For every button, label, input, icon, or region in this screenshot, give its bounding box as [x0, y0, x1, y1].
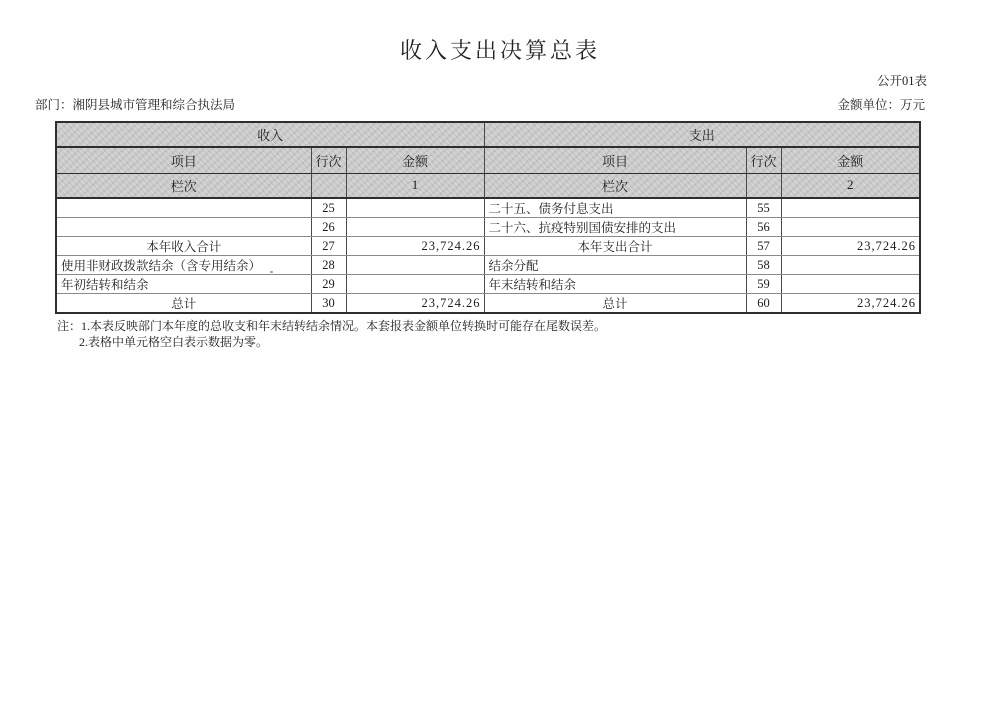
expense-item-cell: 结余分配	[484, 256, 746, 275]
expense-line-cell: 60	[746, 294, 781, 314]
scan-artifact-speck	[270, 271, 273, 273]
meta-row	[0, 95, 1000, 113]
scanned-document-page	[0, 34, 1000, 707]
lane-label-expense: 栏次	[484, 173, 746, 198]
footnotes	[57, 318, 1000, 350]
lane-blank-expense	[746, 173, 781, 198]
footnote-line-2: 2.表格中单元格空白表示数据为零。	[79, 335, 269, 349]
expense-amount-cell	[781, 256, 920, 275]
unit-label: 金额单位：万元	[837, 98, 925, 112]
income-amount-cell: 23,724.26	[346, 294, 484, 314]
lane-label-income: 栏次	[56, 173, 311, 198]
table-row	[56, 198, 920, 218]
income-amount-cell	[346, 218, 484, 237]
expense-amount-cell	[781, 275, 920, 294]
expense-item-cell: 本年支出合计	[484, 237, 746, 256]
section-header-row	[56, 122, 920, 147]
expense-amount-cell: 23,724.26	[781, 294, 920, 314]
lane-index-expense: 2	[781, 173, 920, 198]
income-amount-cell	[346, 256, 484, 275]
lane-index-income: 1	[346, 173, 484, 198]
expense-item-cell: 二十六、抗疫特别国债安排的支出	[484, 218, 746, 237]
income-item-cell: 总计	[56, 294, 311, 314]
expense-line-cell: 58	[746, 256, 781, 275]
income-line-cell: 30	[311, 294, 346, 314]
col-header-expense-amount: 金额	[781, 147, 920, 173]
department-label: 部门：湘阴县城市管理和综合执法局	[35, 98, 236, 112]
table-row	[56, 275, 920, 294]
income-line-cell: 28	[311, 256, 346, 275]
lane-blank-income	[311, 173, 346, 198]
table-row-totals-current-year	[56, 237, 920, 256]
income-item-cell: 年初结转和结余	[56, 275, 311, 294]
income-amount-cell: 23,724.26	[346, 237, 484, 256]
table-row	[56, 218, 920, 237]
page-title: 收入支出决算总表	[399, 38, 600, 63]
income-amount-cell	[346, 198, 484, 218]
col-header-expense-item: 项目	[484, 147, 746, 173]
expense-line-cell: 57	[746, 237, 781, 256]
income-item-cell	[56, 198, 311, 218]
col-header-expense-line: 行次	[746, 147, 781, 173]
income-line-cell: 27	[311, 237, 346, 256]
expense-amount-cell: 23,724.26	[781, 237, 920, 256]
section-header-expenditure: 支出	[484, 122, 920, 147]
income-line-cell: 29	[311, 275, 346, 294]
form-code-label: 公开01表	[876, 74, 927, 88]
expense-amount-cell	[781, 198, 920, 218]
lane-header-row	[56, 173, 920, 198]
section-header-income: 收入	[56, 122, 484, 147]
expense-item-cell: 年末结转和结余	[484, 275, 746, 294]
expense-item-cell: 二十五、债务付息支出	[484, 198, 746, 218]
table-row-grand-total	[56, 294, 920, 314]
footnote-line-1: 注：1.本表反映部门本年度的总收支和年末结转结余情况。本套报表金额单位转换时可能存在尾数误差。	[57, 319, 607, 333]
income-amount-cell	[346, 275, 484, 294]
income-line-cell: 26	[311, 218, 346, 237]
revenue-expenditure-summary-table	[55, 121, 921, 314]
column-header-row	[56, 147, 920, 173]
expense-line-cell: 59	[746, 275, 781, 294]
income-item-cell	[56, 218, 311, 237]
expense-line-cell: 56	[746, 218, 781, 237]
col-header-income-item: 项目	[56, 147, 311, 173]
income-item-cell: 本年收入合计	[56, 237, 311, 256]
expense-amount-cell	[781, 218, 920, 237]
col-header-income-line: 行次	[311, 147, 346, 173]
col-header-income-amount: 金额	[346, 147, 484, 173]
income-line-cell: 25	[311, 198, 346, 218]
expense-line-cell: 55	[746, 198, 781, 218]
table-row	[56, 256, 920, 275]
expense-item-cell: 总计	[484, 294, 746, 314]
income-item-cell: 使用非财政拨款结余（含专用结余）	[56, 256, 311, 275]
